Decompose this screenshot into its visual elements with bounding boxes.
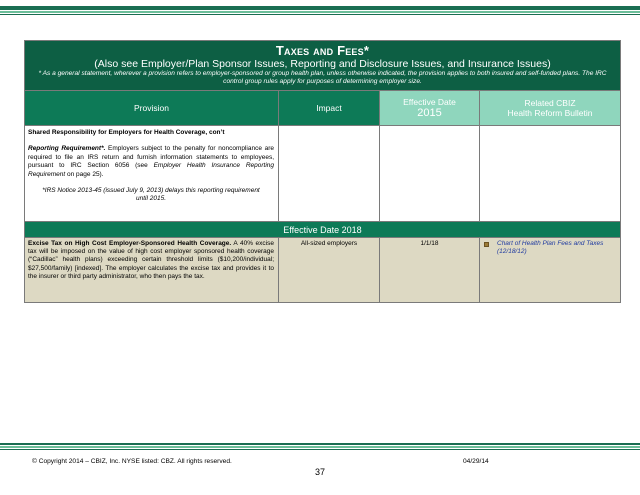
- top-rule-light: [0, 11, 640, 13]
- table-title-block: [25, 41, 620, 90]
- header-related-line1: Related CBIZ: [524, 98, 576, 108]
- effective-date-value: 1/1/18: [420, 240, 439, 247]
- header-effective-label: Effective Date: [403, 97, 456, 107]
- general-note: * As a general statement, wherever a provision refers to employer-sponsored or group health plan, unless otherwise indicated, the provision applies to both insured and self-funded plans. The IRC control group rules apply for purposes of determining employer size.: [38, 70, 607, 85]
- header-related-bulletin: [480, 91, 620, 125]
- header-provision-label: Provision: [134, 103, 169, 113]
- related-bulletin-cell: [480, 238, 620, 302]
- table-row-excise-tax: [25, 237, 620, 302]
- bottom-rule-thin: [0, 449, 640, 450]
- provision-heading: Shared Responsibility for Employers for Health Coverage, con’t: [28, 129, 225, 136]
- reporting-requirement-label: Reporting Requirement*.: [28, 145, 106, 153]
- section-effective-2018: Effective Date 2018: [25, 221, 620, 237]
- header-impact-label: Impact: [316, 103, 342, 113]
- effective-date-cell: [380, 238, 480, 302]
- bulletin-link[interactable]: Chart of Health Plan Fees and Taxes (12/18/12): [497, 240, 604, 256]
- reporting-requirement-tail: on page 25).: [65, 170, 104, 178]
- top-rule-dark: [0, 6, 640, 10]
- provision-cell: [25, 238, 279, 302]
- excise-tax-heading: Excise Tax on High Cost Employer-Sponsored Health Coverage.: [28, 240, 232, 247]
- reporting-requirement-reference: Employer Health Insurance Reporting Requirement: [28, 162, 275, 178]
- header-related-line2: Health Reform Bulletin: [507, 108, 593, 118]
- bottom-rule-light: [0, 446, 640, 448]
- impact-cell: [279, 238, 380, 302]
- page-subtitle: (Also see Employer/Plan Sponsor Issues, Reporting and Disclosure Issues, and Insurance Issues): [94, 58, 551, 70]
- irs-notice-note: *IRS Notice 2013-45 (issued July 9, 2013) delays this reporting requirement until 2015.: [42, 187, 260, 203]
- impact-value: All-sized employers: [300, 240, 358, 247]
- footer-copyright: © Copyright 2014 – CBIZ, Inc. NYSE listed: CBZ. All rights reserved.: [32, 458, 232, 465]
- square-bullet-icon: [484, 242, 489, 247]
- bottom-rule-dark: [0, 443, 640, 445]
- provision-text: [28, 145, 274, 179]
- footer-date: 04/29/14: [463, 458, 489, 465]
- table-row-shared-responsibility: [25, 125, 620, 221]
- column-header-row: [25, 90, 620, 125]
- header-provision: [25, 91, 279, 125]
- page-title: Taxes and Fees*: [275, 43, 370, 58]
- provision-cell: [25, 126, 279, 221]
- bulletin-item[interactable]: [484, 240, 616, 257]
- excise-tax-text: A 40% excise tax will be imposed on the value of high cost employer sponsored health coverage (“Cadillac” health plans) exceeding certain threshold limits ($10,200/individual; $27,500/family) [indexed]. The employer calculates the excise tax and provides it to the insurer or third party administrator, who then pays the tax.: [28, 240, 274, 280]
- reporting-requirement-text: Employers subject to the penalty for noncompliance are required to file an IRS return and furnish information statements to employees, pursuant to IRC Section 6056 (see: [28, 145, 274, 170]
- effective-date-cell: [380, 126, 480, 221]
- header-impact: [279, 91, 380, 125]
- related-bulletin-cell: [480, 126, 620, 221]
- header-effective-year: 2015: [417, 107, 442, 119]
- taxes-fees-table: [24, 40, 621, 303]
- top-rule-thin: [0, 14, 640, 15]
- header-effective-date: [380, 91, 480, 125]
- impact-cell: [279, 126, 380, 221]
- page-number: 37: [314, 467, 325, 477]
